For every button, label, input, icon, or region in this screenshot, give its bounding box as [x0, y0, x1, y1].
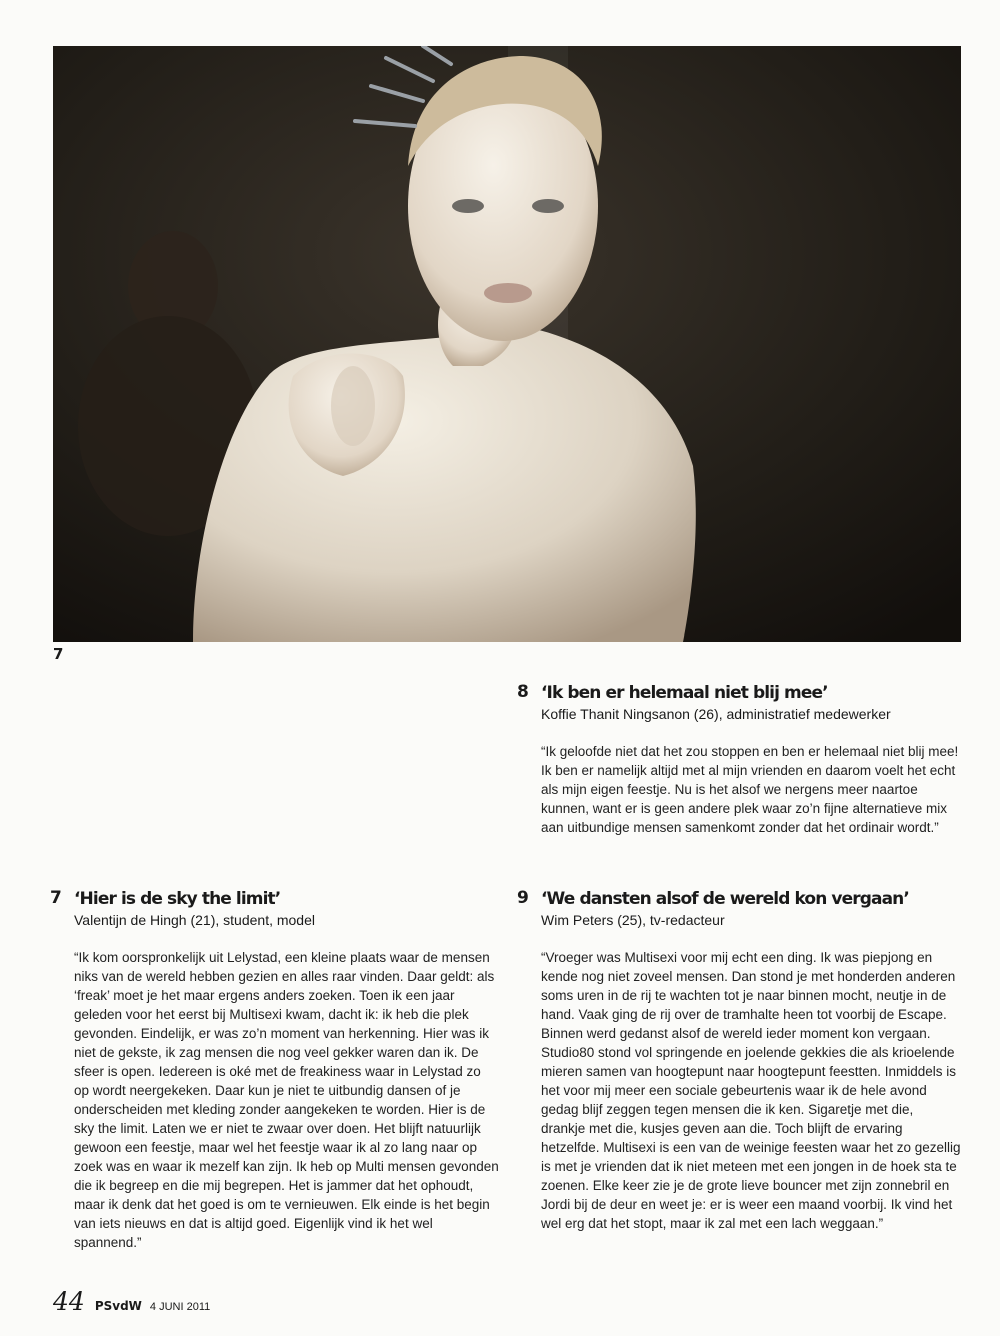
item-byline: Wim Peters (25), tv-redacteur	[541, 912, 725, 928]
item-number: 7	[50, 888, 62, 908]
item-title: ‘Hier is de sky the limit’	[74, 889, 281, 909]
page-footer	[53, 1287, 210, 1317]
item-byline: Koffie Thanit Ningsanon (26), administratief medewerker	[541, 706, 891, 722]
item-quote: “Ik geloofde niet dat het zou stoppen en ben er helemaal niet blij mee! Ik ben er namelijk altijd met al mijn vrienden en daarom voelt het echt als mijn eigen feestje. Nu is het alsof we nergens meer naartoe kunnen, want er is geen andere plek waar zo’n fijne alternatieve mix aan uitbundige mensen samenkomt zonder dat het ordinair wordt.”	[541, 744, 959, 835]
photo-caption-number: 7	[53, 645, 64, 663]
portrait-photo	[53, 46, 961, 642]
item-title: ‘We dansten alsof de wereld kon vergaan’	[541, 889, 909, 909]
quote-item-9	[517, 888, 961, 1233]
item-number: 9	[517, 888, 529, 908]
quote-item-8	[517, 682, 961, 837]
page-number: 44	[53, 1287, 85, 1316]
quote-item-7	[50, 888, 499, 1252]
magazine-name: PSvdW	[94, 1299, 142, 1313]
portrait-photo-icon	[53, 46, 961, 642]
item-title: ‘Ik ben er helemaal niet blij mee’	[541, 683, 828, 703]
item-number: 8	[517, 682, 529, 702]
item-quote: “Vroeger was Multisexi voor mij echt een ding. Ik was piepjong en kende nog niet zoveel mensen. Dan stond je met honderden anderen soms uren in de rij te wachten tot je naar binnen mocht, neutje in de hand. Vaak ging de rij over de tramhalte heen tot voorbij de Escape. Binnen werd gedanst alsof de wereld ieder moment kon vergaan. Studio80 stond vol springende en joelende gekkies die als krioelende mieren samen van hoogtepunt naar hoogtepunt feestten. Inmiddels is het voor mij meer een sociale gebeurtenis waar ik de hele avond gedag blijf zeggen tegen mensen die ik ken. Sigaretje met die, drankje met die, kusjes geven aan die. Toch blijft de ervaring hetzelfde. Multisexi is een van de weinige feesten waar het zo gezellig is met je vrienden dat ik niet meteen met een jongen in de hoek sta te zoenen. Elke keer zie je de grote lieve bouncer met zijn zonnebril en Jordi bij de deur en weet je: er is weer een maand voorbij. Ik vind het wel erg dat het stopt, maar ik zal met een lach weggaan.”	[541, 950, 961, 1231]
item-byline: Valentijn de Hingh (21), student, model	[74, 912, 315, 928]
issue-date: 4 JUNI 2011	[149, 1301, 211, 1313]
item-quote: “Ik kom oorspronkelijk uit Lelystad, een kleine plaats waar de mensen niks van de wereld hebben gezien en alles raar vinden. Daar geldt: als ‘freak’ moet je het maar ergens anders zoeken. Toen ik een jaar geleden voor het eerst bij Multisexi kwam, dacht ik: ik heb die plek gevonden. Eindelijk, er was zo’n moment van herkenning. Hier was ik niet de gekste, ik zag mensen die nog veel gekker waren dan ik. De sfeer is open. Iedereen is oké met de freakiness waar in Lelystad zo op wordt neergekeken. Daar kun je niet te uitbundig dansen of je onderscheiden met kleding zonder aangekeken te worden. Hier is de sky the limit. Laten we er niet te zwaar over doen. Het blijft natuurlijk gewoon een feestje, maar wel het feestje waar ik al zo lang naar op zoek was en waar ik mezelf kan zijn. Ik heb op Multi mensen gevonden die ik begreep en die mij begrepen. Het is jammer dat het ophoudt, maar ik denk dat het goed is om te vernieuwen. Elk einde is het begin van iets nieuws en dat is altijd goed. Eigenlijk vind ik het wel spannend.”	[74, 950, 499, 1250]
